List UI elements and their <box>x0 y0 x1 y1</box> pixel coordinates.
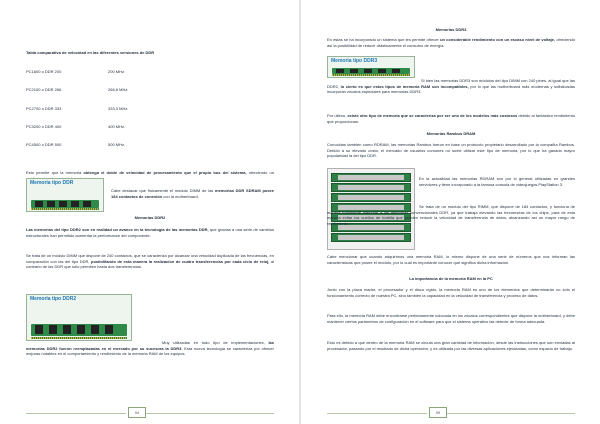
right-page <box>301 0 600 424</box>
para-ddr3-module: Si bien las memorias DDR3 son módulos del tipo DIMM con 240 pines, al igual que las DDR2, lo cierto es que estos tipos de memoria RAM son incompatibles, por lo que las motherboard más modernas y sofisticadas incorporan zócalos especiales para memorias DDR3. <box>327 78 575 95</box>
table-cell-name: PC3200 o DDR 400 <box>26 124 62 129</box>
table-cell-speed: 500 MHz. <box>108 142 126 147</box>
memory-module-icon <box>331 233 411 242</box>
para-ddr3-intro: En estas se ha incorporado un sistema que les permite ofrecer un considerable rendimiento con un escaso nivel de voltaje, ofreciendo así la posibilidad de reducir drásticamente el consumo de energía. <box>327 37 576 48</box>
heading-importance: La importancia de la memoria RAM en la PC <box>409 276 493 281</box>
para-rambus-servers: En la actualidad las memorias RDRAM son por lo general utilizadas en grandes servidores y tiene incorporado a la famosa consola de videojuegos PlayStation 3. <box>419 176 575 187</box>
memory-module-icon <box>31 324 127 336</box>
para-ddr2-replaced: Muy utilizadas en todo tipo de implementaciones, las memorias DDR2 fueron reemplazadas en el mercado por su sucesora la DDR3. Esta nueva tecnología se caracteriza por ofrecer mejoras notables en el comportamiento y rendimiento de la memoria RAM de los equipos. <box>26 340 274 357</box>
ddr2-image-label: Memoria tipo DDR2 <box>30 296 77 302</box>
ddr3-memory-image <box>327 56 415 78</box>
table-cell-name: PC4500 o DDR 500 <box>26 142 62 147</box>
ddr2-memory-image <box>26 294 132 341</box>
ddr-image-label: Memoria tipo DDR <box>30 180 74 186</box>
table-cell-name: PC1600 o DDR 200 <box>26 69 62 74</box>
heading-ddr3: Memorias DDR3 <box>435 27 467 32</box>
heading-ddr2: Memorias DDR2 <box>134 215 166 220</box>
para-ddr-speed: Esto permite que la memoria obtenga el doble de velocidad de procesamiento que el propio bus del sistema, ofreciendo un <box>26 170 274 175</box>
table-cell-name: PC2100 o DDR 266 <box>26 87 62 92</box>
para-ddr2-module: Se trata de un módulo DIMM que dispone de 240 contactos, que se caracteriza por alcanzar una velocidad duplicada de las frecuencias, en comparación con las del tipo DDR, posibilitando de esta manera la realización de cuatro transferencias por cada ciclo de reloj, al contrario de las DDR que sólo permiten hasta dos transferencias. <box>26 253 274 270</box>
para-importance-1: Junto con la placa madre, el procesador y el disco rígido, la memoria RAM es uno de los elementos que determinarán no sólo el funcionamiento correcto de nuestra PC, sino también la capacidad en la velocidad de transferencia y proceso de datos. <box>327 287 575 298</box>
left-page <box>0 0 299 424</box>
para-ddr2-intro: Las memorias del tipo DDR2 son en realidad un avance en la tecnología de las memorias DDR, que gracias a una serie de cambios estructurales han permitido aumentar la performance del componente. <box>26 227 274 238</box>
table-cell-speed: 333,3 MHz. <box>108 106 129 111</box>
para-rambus-intro: Conocidas también como RDRAM, las memorias Rambus fueron en base un protocolo propietario desarrollado por la compañía Rambus. Debido a su elevado costo, el mercado de usuarios comunes no suele utilizar este tipo de memoria, por lo que ha ganado mayor popularidad la del tipo DDR. <box>327 142 575 159</box>
memory-module-icon <box>31 200 99 208</box>
ddr3-image-label: Memoria tipo DDR3 <box>331 58 378 64</box>
page-number: 94 <box>128 407 146 418</box>
para-ddr3-costly: Por último, existe otro tipo de memoria que se caracteriza por ser uno de los modelos más costosos debido al fantástico rendimiento que proporcionan. <box>327 113 576 124</box>
table-title: Tabla comparativa de velocidad en las diferentes versiones de DDR <box>26 50 155 55</box>
table-cell-speed: 400 MHz. <box>108 124 126 129</box>
ddr-memory-image <box>26 178 104 212</box>
table-cell-speed: 200 MHz. <box>108 69 126 74</box>
para-rambus-rimm: Se trata de un módulo del tipo RIMM, que dispone de 184 contactos, y funciona de manera totalmente diferente a las memorias convencionales DDR, ya que trabaja elevando las frecuencias de los chips, para de esta manera evitar los cuellos de botella que pueden reducir la velocidad de transferencia de datos, alcanzando así un mayor rango de rendimiento. <box>327 204 575 226</box>
heading-rambus: Memorias Rambus DRAM <box>426 131 476 136</box>
table-cell-name: PC2700 o DDR 333 <box>26 106 62 111</box>
para-importance-3: Esto es debido a que dentro de la memoria RAM se circula una gran cantidad de información, desde las instrucciones que son enviadas al procesador, pasando por el resultado de dicha operación, y es utilizada por las diversas aplicaciones ejecutadas, como espacio de trabajo. <box>327 340 575 351</box>
page-number: 95 <box>429 407 447 418</box>
table-cell-speed: 266,6 MHz. <box>108 87 129 92</box>
para-importance-2: Para ello, la memoria RAM debe encontrarse perfectamente colocada en los zócalos correspondientes que dispone la motherboard, y debe mantener ciertos parámetros de configuración en el software para que el sistema operativo las detecte de forma adecuada. <box>327 313 575 324</box>
para-rambus-numbers: Cabe mencionar que cuando adquirimos una memoria RAM, lo mismo dispone de una serie de números que nos informan las características que posee el módulo, por lo cual es importante conocer qué significa dicha información. <box>327 254 575 265</box>
para-ddr-contacts: Cabe destacar que físicamente el módulo DIMM de las memorias DDR SDRAM posee 184 contactos de conexión con la motherboard. <box>111 188 275 199</box>
